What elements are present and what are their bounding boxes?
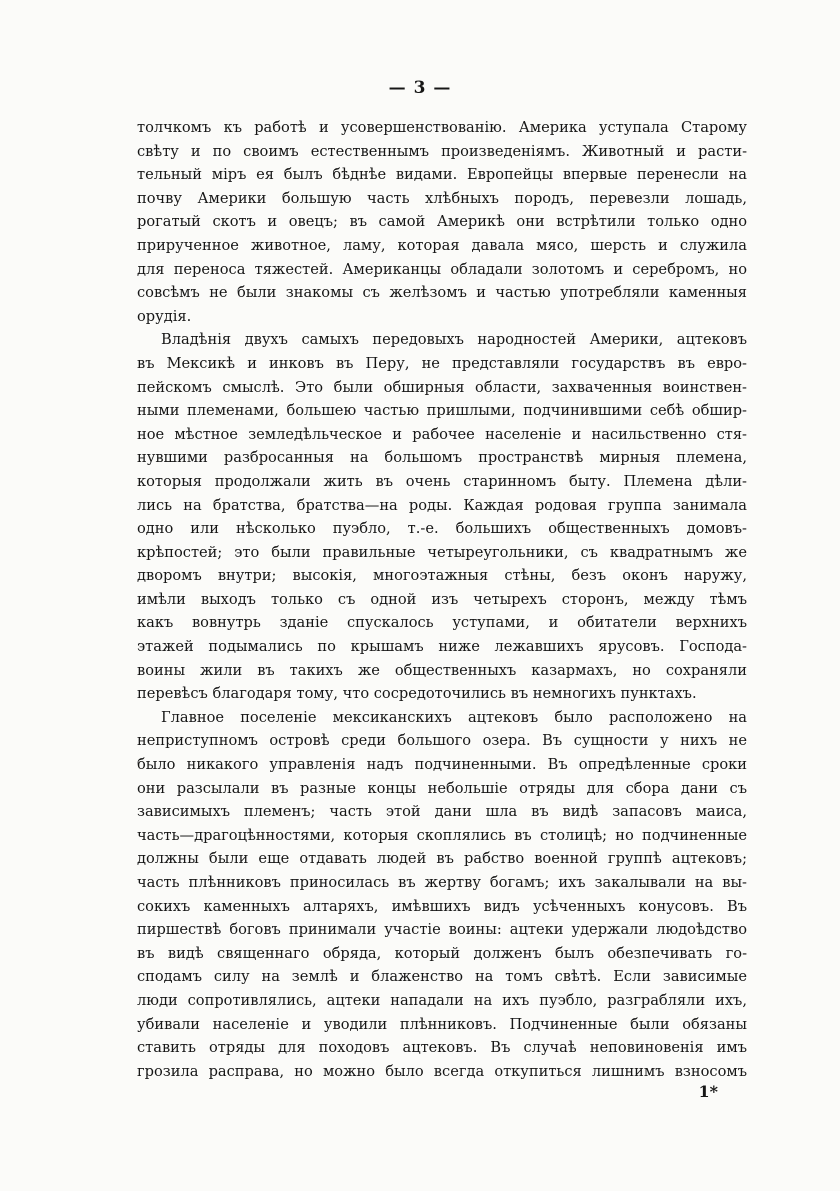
text-line: орудія. [137, 307, 192, 325]
text-line: совсѣмъ не были знакомы съ желѣзомъ и частью употребляли каменныя [137, 284, 747, 302]
signature-mark: 1* [698, 1082, 718, 1101]
text-line: Главное поселеніе мексиканскихъ ацтековъ было расположено на [161, 708, 747, 726]
text-line: грозила расправа, но можно было всегда откупиться лишнимъ взносомъ [137, 1062, 747, 1080]
text-line: свѣту и по своимъ естественнымъ произведеніямъ. Животный и расти- [137, 142, 747, 160]
text-line: ставить отряды для походовъ ацтековъ. Въ случаѣ неповиновенія имъ [137, 1039, 747, 1057]
text-line: крѣпостей; это были правильные четыреугольники, съ квадратнымъ же [137, 543, 747, 561]
text-line: почву Америки большую часть хлѣбныхъ породъ, перевезли лошадь, [137, 189, 747, 207]
text-line: въ Мексикѣ и инковъ въ Перу, не представляли государствъ въ евро- [137, 354, 747, 372]
text-line: тельный міръ ея былъ бѣднѣе видами. Европейцы впервые перенесли на [137, 166, 747, 184]
text-line: нувшими разбросанныя на большомъ пространствѣ мирныя племена, [137, 449, 747, 467]
text-line: ными племенами, большею частью пришлыми, подчинившими себѣ обшир- [137, 402, 747, 420]
text-line: воины жили въ такихъ же общественныхъ казармахъ, но сохраняли [137, 661, 747, 679]
text-line: сподамъ силу на землѣ и блаженство на томъ свѣтѣ. Если зависимые [137, 968, 747, 986]
text-line: убивали населеніе и уводили плѣнниковъ. Подчиненные были обязаны [137, 1015, 747, 1033]
page-number: — 3 — [388, 78, 452, 98]
text-line: этажей подымались по крышамъ ниже лежавшихъ ярусовъ. Господа- [137, 638, 747, 656]
text-line: Владѣнія двухъ самыхъ передовыхъ народностей Америки, ацтековъ [161, 331, 747, 349]
text-line: толчкомъ къ работѣ и усовершенствованію. Америка уступала Старому [137, 119, 747, 136]
text-line: пиршествѣ боговъ принимали участіе воины: ацтеки удержали людоѣдство [137, 921, 747, 939]
text-line: одно или нѣсколько пуэбло, т.-е. большихъ общественныхъ домовъ- [137, 520, 747, 538]
text-line: лись на братства, братства—на роды. Каждая родовая группа занимала [137, 496, 747, 514]
text-line: имѣли выходъ только съ одной изъ четырехъ сторонъ, между тѣмъ [137, 590, 747, 608]
body-text [137, 116, 747, 1083]
text-line: должны были еще отдавать людей въ рабство военной группѣ ацтековъ; [137, 850, 747, 868]
text-line: прирученное животное, ламу, которая давала мясо, шерсть и служила [137, 236, 747, 254]
text-line: ное мѣстное земледѣльческое и рабочее населеніе и насильственно стя- [137, 425, 747, 443]
text-line: они разсылали въ разные концы небольшіе отряды для сбора дани съ [137, 779, 747, 797]
text-line: перевѣсъ благодаря тому, что сосредоточились въ немногихъ пунктахъ. [137, 685, 697, 703]
text-line: въ видѣ священнаго обряда, который долженъ былъ обезпечивать го- [137, 944, 747, 962]
text-line: часть плѣнниковъ приносилась въ жертву богамъ; ихъ закалывали на вы- [137, 874, 747, 891]
text-line: пейскомъ смыслѣ. Это были обширныя области, захваченныя воинствен- [137, 378, 747, 396]
text-line: часть—драгоцѣнностями, которыя скоплялись въ столицѣ; но подчиненные [137, 826, 747, 844]
text-line: сокихъ каменныхъ алтаряхъ, имѣвшихъ видъ усѣченныхъ конусовъ. Въ [137, 897, 747, 915]
text-line: какъ вовнутрь зданіе спускалось уступами, и обитатели верхнихъ [137, 614, 747, 632]
text-line: было никакого управленія надъ подчиненными. Въ опредѣленные сроки [137, 756, 747, 774]
text-line: дворомъ внутри; высокія, многоэтажныя стѣны, безъ оконъ наружу, [137, 567, 747, 585]
text-line: люди сопротивлялись, ацтеки нападали на ихъ пуэбло, разграбляли ихъ, [137, 991, 747, 1009]
text-line: которыя продолжали жить въ очень старинномъ быту. Племена дѣли- [137, 472, 747, 490]
text-line: для переноса тяжестей. Американцы обладали золотомъ и серебромъ, но [137, 260, 747, 278]
text-line: неприступномъ островѣ среди большого озера. Въ сущности у нихъ не [137, 732, 747, 750]
text-line: зависимыхъ племенъ; часть этой дани шла въ видѣ запасовъ маиса, [137, 803, 747, 821]
text-line: рогатый скотъ и овецъ; въ самой Америкѣ они встрѣтили только одно [137, 213, 747, 231]
